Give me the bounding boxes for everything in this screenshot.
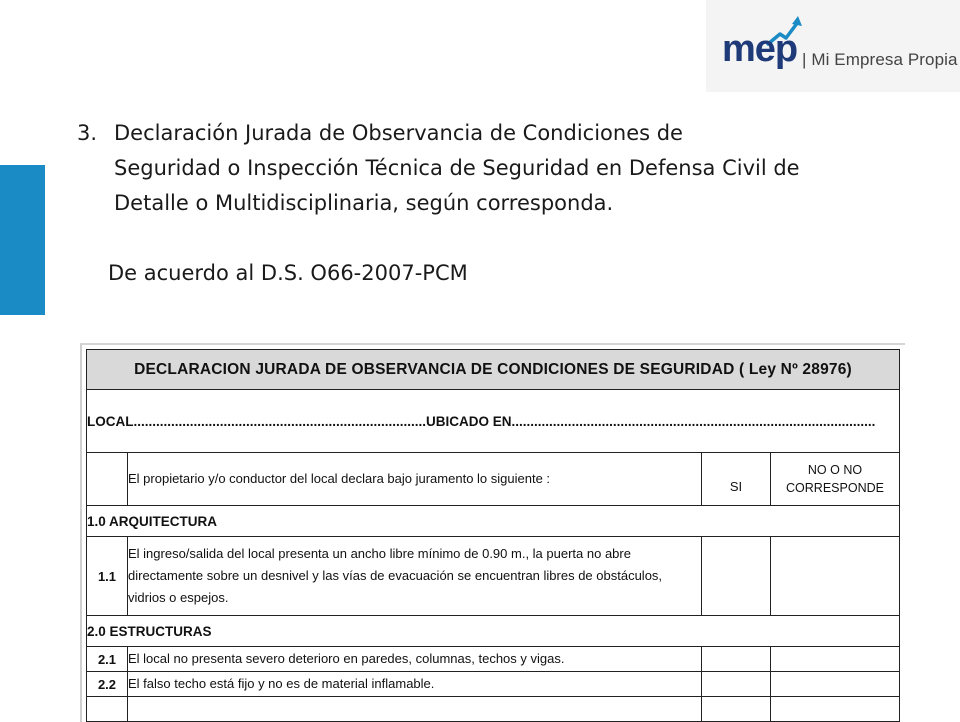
- checkbox-yes[interactable]: [702, 647, 771, 672]
- accent-side-bar: [0, 165, 45, 315]
- item-text: El ingreso/salida del local presenta un ancho libre mínimo de 0.90 m., la puerta no abre directamente sobre un desnivel y las vías de evacuación se encuentran libres de obstáculos, vidrios o espejos.: [128, 537, 702, 616]
- column-yes: [702, 453, 771, 506]
- section-title: 1.0 ARQUITECTURA: [87, 506, 900, 537]
- item-number: 2.1: [87, 647, 128, 672]
- local-line: LOCAL..............................................................................UBICADO EN.................................................................................................: [87, 390, 900, 453]
- checkbox-yes[interactable]: [702, 672, 771, 697]
- statement-text: El propietario y/o conductor del local declara bajo juramento lo siguiente :: [128, 453, 702, 506]
- checkbox-no[interactable]: [771, 672, 900, 697]
- checkbox-yes[interactable]: [702, 537, 771, 616]
- form-title: DECLARACION JURADA DE OBSERVANCIA DE CONDICIONES DE SEGURIDAD ( Ley Nº 28976): [87, 350, 900, 390]
- decree-reference: De acuerdo al D.S. O66-2007-PCM: [108, 261, 468, 285]
- brand-logo: [706, 0, 960, 92]
- blank-cell: [771, 697, 900, 722]
- declaration-form: [86, 349, 900, 722]
- item-text: El local no presenta severo deterioro en paredes, columnas, techos y vigas.: [128, 647, 702, 672]
- checkbox-no[interactable]: [771, 647, 900, 672]
- section-title: 2.0 ESTRUCTURAS: [87, 616, 900, 647]
- heading-number: 3.: [77, 121, 98, 145]
- heading-line: Seguridad o Inspección Técnica de Seguridad en Defensa Civil de: [114, 156, 800, 180]
- heading-line: Declaración Jurada de Observancia de Condiciones de: [114, 121, 683, 145]
- blank-cell: [128, 697, 702, 722]
- blank-cell: [702, 697, 771, 722]
- item-number: 1.1: [87, 537, 128, 616]
- blank-cell: [87, 697, 128, 722]
- item-text: El falso techo está fijo y no es de material inflamable.: [128, 672, 702, 697]
- logo-text: | Mi Empresa Propia: [802, 50, 958, 69]
- blank-cell: [87, 453, 128, 506]
- checkbox-no[interactable]: [771, 537, 900, 616]
- column-yes-label: SI: [729, 478, 743, 494]
- form-image: [80, 343, 905, 722]
- item-number: 2.2: [87, 672, 128, 697]
- heading-line: Detalle o Multidisciplinaria, según corresponda.: [114, 191, 614, 215]
- column-no: NO O NO CORRESPONDE: [771, 453, 900, 506]
- logo-mark: mep: [722, 28, 798, 70]
- section-heading: [77, 116, 897, 221]
